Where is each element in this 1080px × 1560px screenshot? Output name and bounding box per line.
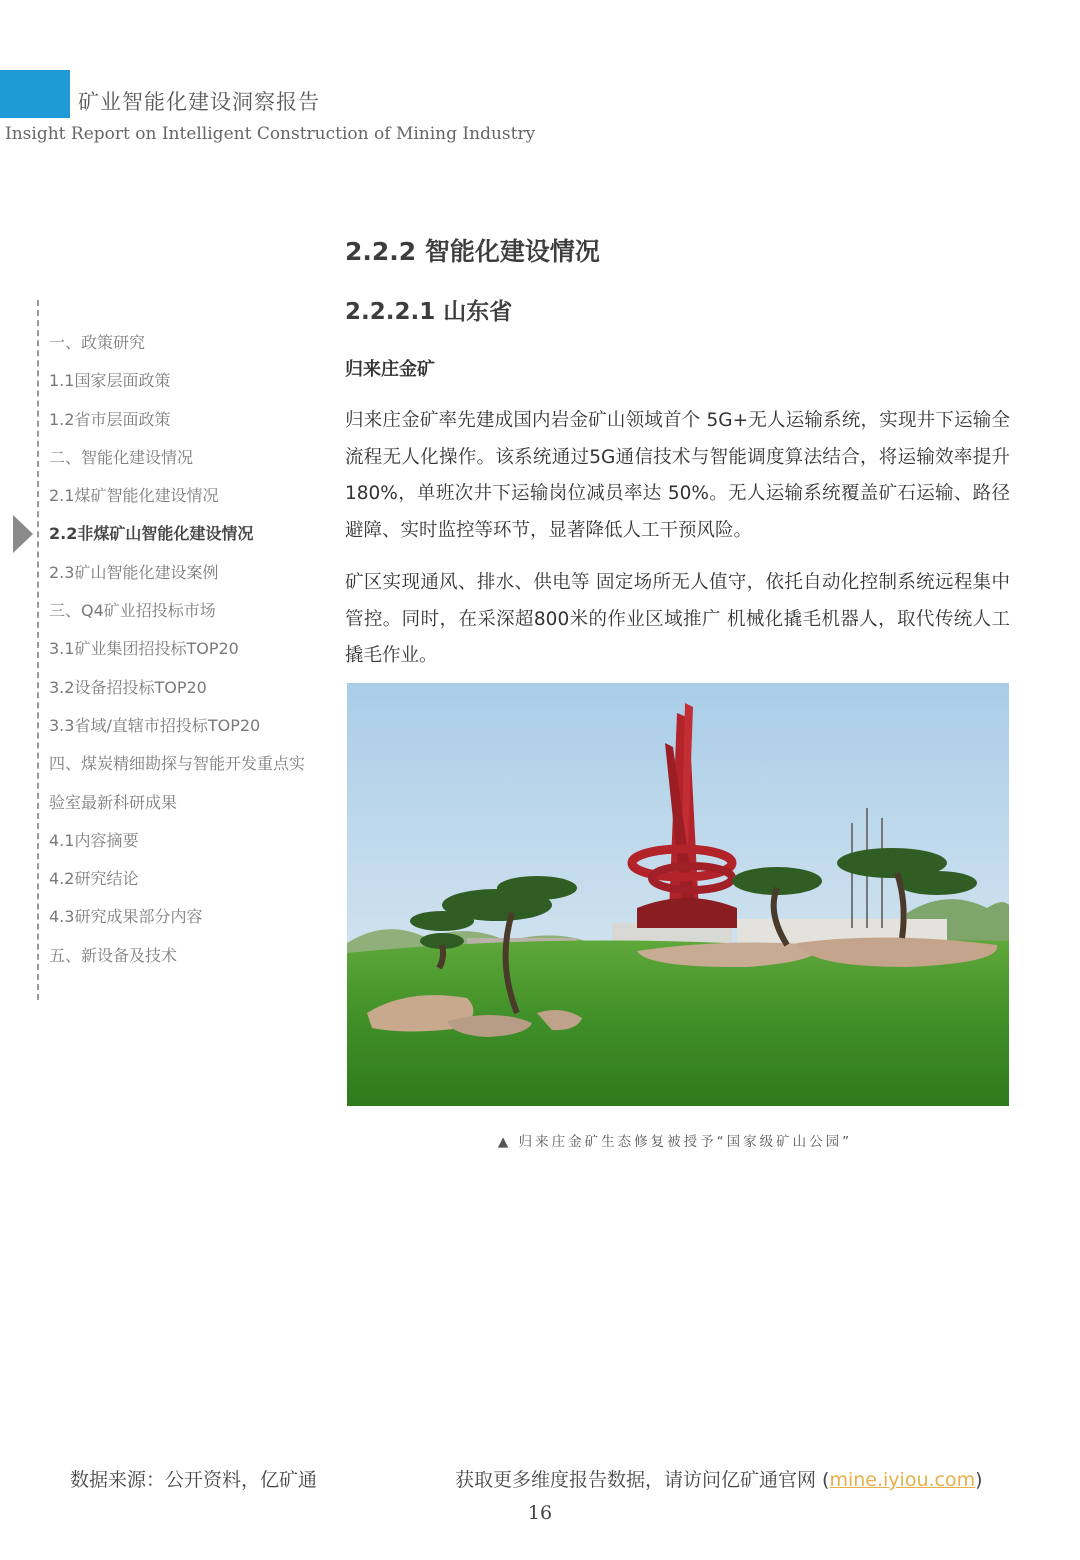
website-link[interactable]: mine.iyiou.com — [829, 1469, 976, 1491]
visit-text-end: ) — [975, 1469, 983, 1491]
visit-website-note — [455, 1465, 983, 1492]
current-section-arrow-icon — [13, 515, 33, 553]
photo-caption: ▲ 归来庄金矿生态修复被授予“国家级矿山公园” — [497, 1134, 853, 1150]
paragraph: 归来庄金矿率先建成国内岩金矿山领域首个 5G+无人运输系统，实现井下运输全流程无人化操作。该系统通过5G通信技术与智能调度算法结合，将运输效率提升 180%，单班次井下运输岗位减员率达 50%。无人运输系统覆盖矿石运输、路径避障、实时监控等环节，显著降低人工干预风险。 — [345, 410, 1010, 541]
toc-item[interactable]: 一、政策研究 — [49, 333, 146, 352]
toc-item[interactable]: 二、智能化建设情况 — [49, 447, 194, 467]
toc-item[interactable]: 1.2省市层面政策 — [49, 409, 171, 429]
toc-divider — [37, 300, 39, 1000]
header-accent-bar — [0, 70, 70, 118]
page-number: 16 — [527, 1502, 553, 1524]
paragraph: 矿区实现通风、排水、供电等 固定场所无人值守，依托自动化控制系统远程集中管控。同时，在采深超800米的作业区域推广 机械化撬毛机器人，取代传统人工撬毛作业。 — [345, 572, 1010, 666]
mine-park-photo — [347, 683, 1009, 1106]
toc-item[interactable]: 4.3研究成果部分内容 — [49, 907, 203, 927]
toc-item[interactable]: 3.3省域/直辖市招投标TOP20 — [49, 715, 261, 735]
visit-text: 获取更多维度报告数据，请访问亿矿通官网 ( — [455, 1469, 830, 1491]
data-source: 数据来源：公开资料，亿矿通 — [70, 1469, 318, 1491]
case-heading: 归来庄金矿 — [345, 359, 435, 380]
section-heading: 2.2.2 智能化建设情况 — [345, 237, 600, 266]
toc-item[interactable]: 4.1内容摘要 — [49, 830, 139, 850]
subsection-heading: 2.2.2.1 山东省 — [345, 299, 513, 325]
toc-item[interactable]: 4.2研究结论 — [49, 869, 139, 889]
toc-item[interactable]: 五、新设备及技术 — [49, 945, 178, 965]
toc-item[interactable]: 四、煤炭精细勘探与智能开发重点实 — [49, 754, 306, 774]
toc-item[interactable]: 2.2非煤矿山智能化建设情况 — [49, 524, 254, 544]
report-subtitle: Insight Report on Intelligent Construction of Mining Industry — [5, 124, 536, 144]
toc-item[interactable]: 3.2设备招投标TOP20 — [49, 677, 207, 697]
toc-item[interactable]: 2.1煤矿智能化建设情况 — [49, 486, 219, 506]
toc-item[interactable]: 3.1矿业集团招投标TOP20 — [49, 639, 239, 659]
toc-item[interactable]: 验室最新科研成果 — [49, 792, 178, 812]
toc-item[interactable]: 1.1国家层面政策 — [49, 371, 171, 391]
table-of-contents — [49, 333, 305, 984]
report-title: 矿业智能化建设洞察报告 — [78, 90, 320, 114]
toc-item[interactable]: 三、Q4矿业招投标市场 — [49, 601, 216, 621]
toc-item[interactable]: 2.3矿山智能化建设案例 — [49, 562, 219, 582]
